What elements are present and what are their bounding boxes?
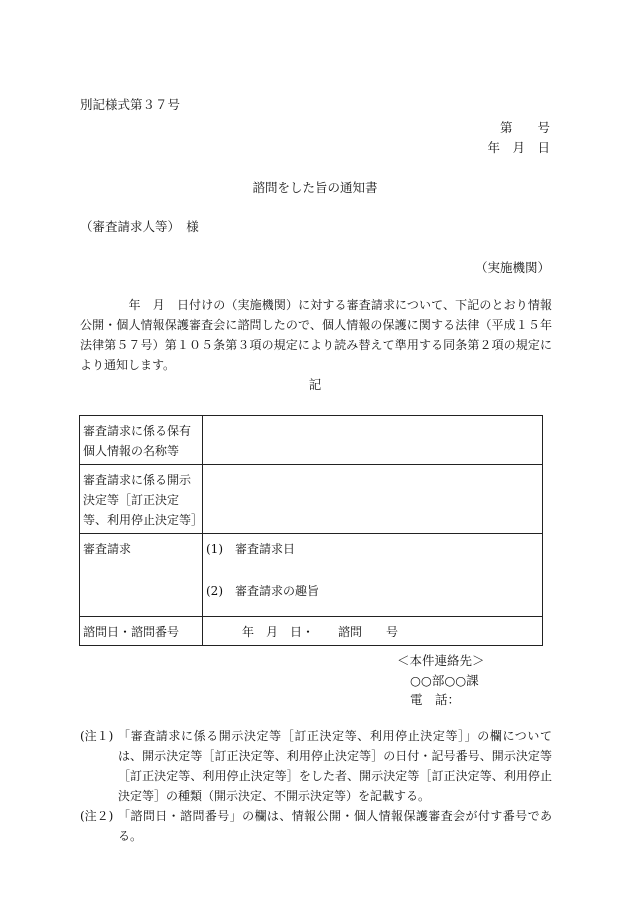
contact-department: ○○部○○課 [410,673,479,688]
document-title: 諮問をした旨の通知書 [252,180,378,195]
row3-value [203,534,543,617]
note-1 [80,726,552,806]
document-number: 第 号 [499,120,550,135]
table-row [80,465,543,534]
table-row [80,534,543,617]
note-1-text: 「審査請求に係る開示決定等［訂正決定等、利用停止決定等］」の欄については、開示決定等［訂正決定等、利用停止決定等］の日付・記号番号、開示決定等［訂正決定等、利用停止決定等］をした者、開示決定等［訂正決定等、利用停止決定等］の種類（開示決定、不開示決定等）を記載する。 [118,729,552,803]
row2-value [203,465,543,534]
row3-gap [206,559,539,581]
form-number: 別記様式第３７号 [80,97,181,112]
contact-phone: 電 話： [410,692,461,707]
note-1-label: (注１) [80,729,114,743]
notes [80,726,552,846]
document-date: 年 月 日 [487,140,550,155]
sender: （実施機関） [474,260,550,275]
row3-item1: (1) 審査請求日 [206,542,295,556]
table-row [80,416,543,465]
details-table [79,415,543,646]
contact-heading: ＜本件連絡先＞ [397,653,485,668]
row1-label: 審査請求に係る保有個人情報の名称等 [80,416,203,465]
inquiry-date-number: 年 月 日・ 諮問 号 [206,625,399,639]
body-paragraph: 年 月 日付けの（実施機関）に対する審査請求について、下記のとおり情報公開・個人情報保護審査会に諮問したので、個人情報の保護に関する法律（平成１５年法律第５７号）第１０５条第３項の規定により読み替えて準用する同条第２項の規定により通知します。 [80,298,552,372]
table-row [80,617,543,646]
note-2-text: 「諮問日・諮問番号」の欄は、情報公開・個人情報保護審査会が付す番号である。 [118,809,552,843]
row2-label: 審査請求に係る開示決定等［訂正決定等、利用停止決定等］ [80,465,203,534]
recipient: （審査請求人等） 様 [80,219,199,234]
row3-item2: (2) 審査請求の趣旨 [206,584,319,598]
ki-heading: 記 [308,377,322,392]
note-2 [80,806,552,846]
row4-value [203,617,543,646]
note-2-label: (注２) [80,809,114,823]
row3-label: 審査請求 [80,534,203,617]
row4-label: 諮問日・諮問番号 [80,617,203,646]
row1-value [203,416,543,465]
